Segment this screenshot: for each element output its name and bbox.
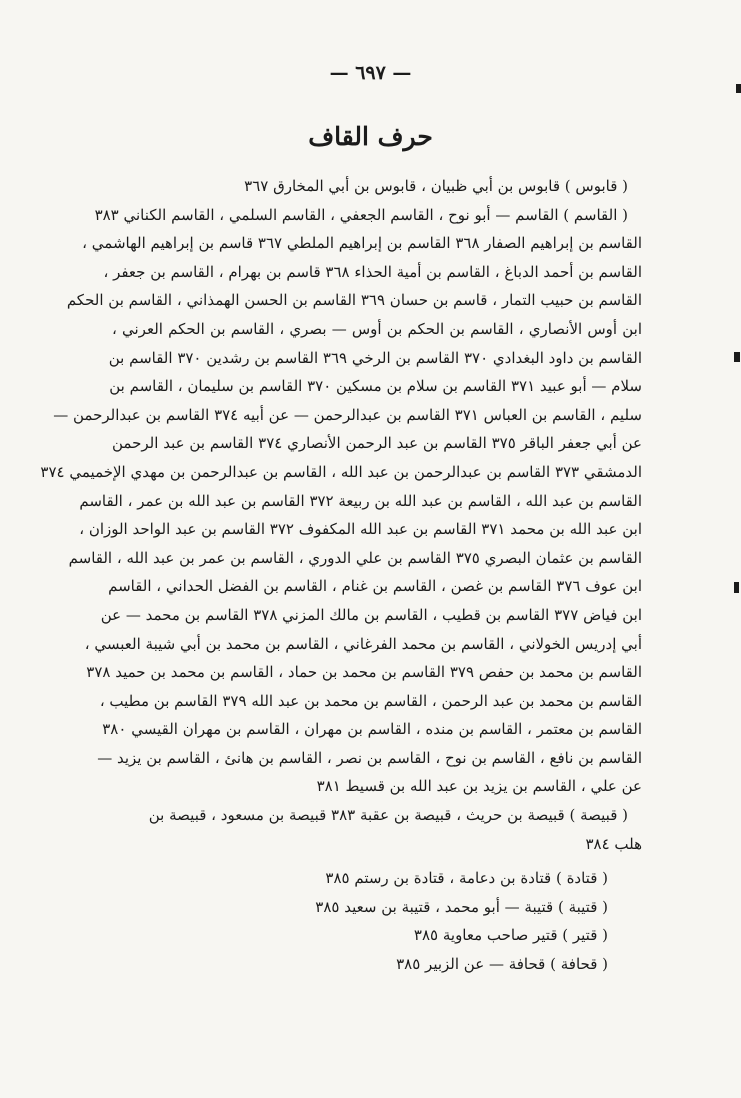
scan-edge-mark [734, 352, 740, 362]
index-entry-qutayba [112, 893, 642, 922]
scan-edge-mark [734, 582, 739, 593]
scan-edge-mark [736, 84, 741, 93]
index-line: القاسم بن معتمر ، القاسم بن منده ، القاسم بن مهران ، القاسم بن مهران القيسي ٣٨٠ [102, 720, 642, 739]
chapter-title: حرف القاف [308, 122, 433, 151]
index-line: القاسم بن داود البغدادي ٣٧٠ القاسم بن الرخي ٣٦٩ القاسم بن رشدين ٣٧٠ القاسم بن [108, 348, 642, 367]
index-entries [40, 172, 642, 979]
index-line: ( قتيبة ) قتيبة — أبو محمد ، قتيبة بن سعيد ٣٨٥ [315, 897, 608, 916]
index-line: القاسم بن حبيب التمار ، قاسم بن حسان ٣٦٩ القاسم بن الحسن الهمذاني ، القاسم بن الحكم [66, 291, 642, 310]
index-line: القاسم بن عبد الله ، القاسم بن عبد الله بن ربيعة ٣٧٢ القاسم بن عبد الله بن عمر ، القاسم [79, 491, 642, 510]
index-entry-qatada [112, 864, 642, 893]
index-line: ابن عبد الله بن محمد ٣٧١ القاسم بن عبد الله المكفوف ٣٧٢ القاسم بن عبد الواحد الوزان ، [79, 520, 642, 539]
index-line: ( قتير ) قتير صاحب معاوية ٣٨٥ [413, 926, 608, 945]
index-line: سلام — أبو عبيد ٣٧١ القاسم بن سلام بن مسكين ٣٧٠ القاسم بن سليمان ، القاسم بن [109, 377, 642, 396]
index-line: عن علي ، القاسم بن يزيد بن عبد الله بن قسيط ٣٨١ [316, 777, 642, 796]
index-entry-qabisa [112, 801, 642, 858]
index-line: ابن عوف ٣٧٦ القاسم بن غصن ، القاسم بن غنام ، القاسم بن الفضل الحداني ، القاسم [108, 577, 642, 596]
index-line: عن أبي جعفر الباقر ٣٧٥ القاسم بن عبد الرحمن الأنصاري ٣٧٤ القاسم بن عبد الرحمن [112, 434, 642, 453]
index-line: أبي إدريس الخولاني ، القاسم بن محمد الفرغاني ، القاسم بن محمد بن أبي شيبة العبسي ، [84, 634, 642, 653]
index-line: ( القاسم ) القاسم — أبو نوح ، القاسم الجعفي ، القاسم السلمي ، القاسم الكناني ٣٨٣ [94, 205, 628, 224]
index-entry-quhafa [112, 950, 642, 979]
index-entry-al-qasim [40, 201, 642, 801]
index-line: القاسم بن عثمان البصري ٣٧٥ القاسم بن علي الدوري ، القاسم بن عمر بن عبد الله ، القاسم [68, 548, 642, 567]
index-line: القاسم بن محمد بن عبد الرحمن ، القاسم بن محمد بن عبد الله ٣٧٩ القاسم بن مطيب ، [99, 691, 642, 710]
index-line: ( قحافة ) قحافة — عن الزبير ٣٨٥ [396, 955, 608, 974]
index-line: هلب ٣٨٤ [585, 834, 642, 853]
index-line: ابن فياض ٣٧٧ القاسم بن قطيب ، القاسم بن مالك المزني ٣٧٨ القاسم بن محمد — عن [100, 605, 642, 624]
index-entry-qutayr [112, 921, 642, 950]
index-line: ( قبيصة ) قبيصة بن حريث ، قبيصة بن عقبة ٣٨٣ قبيصة بن مسعود ، قبيصة بن [148, 806, 628, 825]
index-line: القاسم بن نافع ، القاسم بن نوح ، القاسم بن نصر ، القاسم بن هانئ ، القاسم بن يزيد — [97, 748, 642, 767]
index-line: القاسم بن أحمد الدباغ ، القاسم بن أمية الحذاء ٣٦٨ قاسم بن بهرام ، القاسم بن جعفر ، [103, 262, 642, 281]
index-entry-qabus [112, 172, 642, 201]
index-line: القاسم بن إبراهيم الصفار ٣٦٨ القاسم بن إبراهيم الملطي ٣٦٧ قاسم بن إبراهيم الهاشمي ، [82, 234, 642, 253]
index-line: الدمشقي ٣٧٣ القاسم بن عبدالرحمن بن عبد الله ، القاسم بن عبدالرحمن بن مهدي الإخميمي ٣٧٤ [40, 462, 642, 481]
index-line: ابن أوس الأنصاري ، القاسم بن الحكم بن أوس — بصري ، القاسم بن الحكم العرني ، [112, 319, 642, 338]
page-number: — ٦٩٧ — [329, 62, 412, 84]
index-line: ( قتادة ) قتادة بن دعامة ، قتادة بن رستم ٣٨٥ [325, 869, 608, 888]
index-line: ( قابوس ) قابوس بن أبي ظبيان ، قابوس بن أبي المخارق ٣٦٧ [244, 177, 628, 195]
index-line: القاسم بن محمد بن حفص ٣٧٩ القاسم بن محمد بن حماد ، القاسم بن محمد بن حميد ٣٧٨ [86, 663, 642, 682]
index-line: سليم ، القاسم بن العباس ٣٧١ القاسم بن عبدالرحمن — عن أبيه ٣٧٤ القاسم بن عبدالرحمن — [53, 405, 642, 424]
